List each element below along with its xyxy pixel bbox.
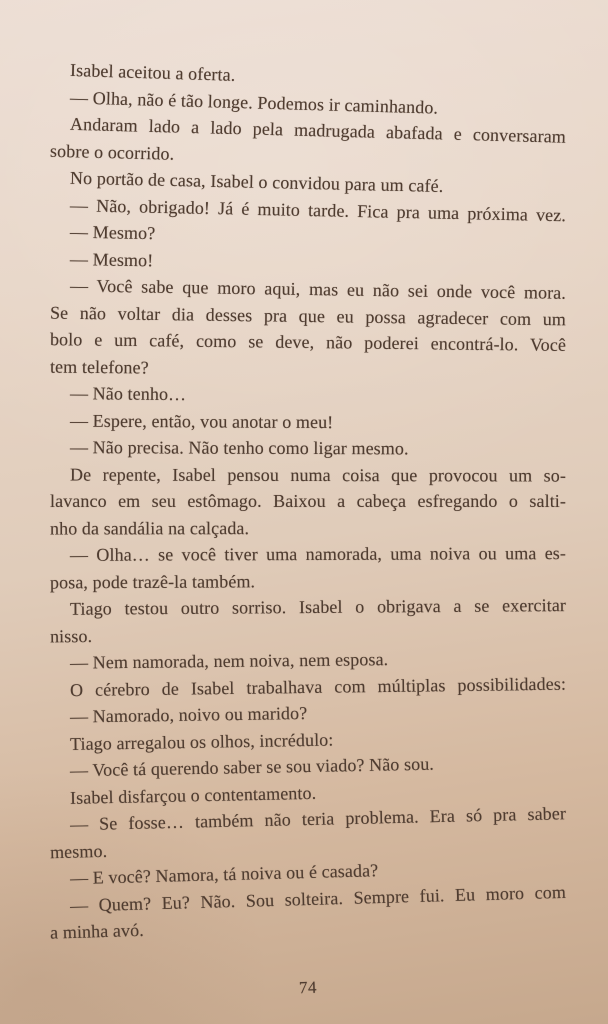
text-line: Isabel disfarçou o contentamento. — [69, 782, 317, 808]
text-line: — Olha… se você tiver uma namorada, uma noiva ou uma es- — [69, 543, 567, 565]
text-line: O cérebro de Isabel trabalhava com múltiplas possibilidades: — [69, 673, 567, 700]
text-line: Isabel aceitou a oferta. — [69, 59, 236, 85]
text-line: Tiago testou outro sorriso. Isabel o obrigava a se exercitar — [69, 595, 567, 619]
text-line: — Mesmo? — [69, 221, 156, 244]
text-line: — Olha, não é tão longe. Podemos ir caminhando. — [69, 86, 439, 118]
text-line: Se não voltar dia desses pra que eu possa agradecer com um — [49, 302, 567, 329]
text-line: — Quem? Eu? Não. Sou solteira. Sempre fui. Eu moro com — [69, 881, 567, 916]
text-line: sobre o ocorrido. — [49, 140, 175, 164]
page-text — [49, 59, 567, 943]
text-line: Tiago arregalou os olhos, incrédulo: — [69, 729, 334, 754]
text-line: — Espere, então, vou anotar o meu! — [69, 410, 334, 432]
text-line: Andaram lado a lado pela madrugada abafada e conversaram — [69, 113, 567, 147]
text-line: — Se fosse… também não teria problema. Era só pra saber — [69, 803, 567, 835]
text-line: — Não, obrigado! Já é muito tarde. Fica pra uma próxima vez. — [69, 194, 567, 225]
text-line: — Namorado, noivo ou marido? — [69, 703, 308, 727]
text-line: lavanco em seu estômago. Baixou a cabeça esfregando o salti- — [50, 491, 566, 511]
text-line: bolo e um café, como se deve, não poderei encontrá-lo. Você — [49, 329, 567, 355]
text-line: — Não precisa. Não tenho como ligar mesmo. — [69, 437, 409, 459]
text-line: De repente, Isabel pensou numa coisa que provocou um so- — [69, 464, 567, 485]
text-line: — Não tenho… — [69, 383, 187, 405]
text-line: nisso. — [49, 625, 93, 646]
text-line: — Nem namorada, nem noiva, nem esposa. — [69, 649, 389, 673]
text-line: posa, pode trazê-la também. — [49, 570, 256, 592]
text-line: nho da sandália na calçada. — [49, 517, 250, 538]
text-line: mesmo. — [49, 840, 108, 862]
text-line: — Você sabe que moro aqui, mas eu não sei onde você mora. — [69, 275, 567, 303]
page-number: 74 — [298, 977, 318, 998]
text-line: a minha avó. — [49, 919, 145, 943]
text-line: — E você? Namora, tá noiva ou é casada? — [69, 860, 379, 889]
text-line: No portão de casa, Isabel o convidou para um café. — [69, 167, 444, 196]
text-line: — Mesmo! — [69, 248, 154, 270]
text-line: — Você tá querendo saber se sou viado? Não sou. — [69, 753, 435, 781]
text-line: tem telefone? — [49, 356, 149, 378]
